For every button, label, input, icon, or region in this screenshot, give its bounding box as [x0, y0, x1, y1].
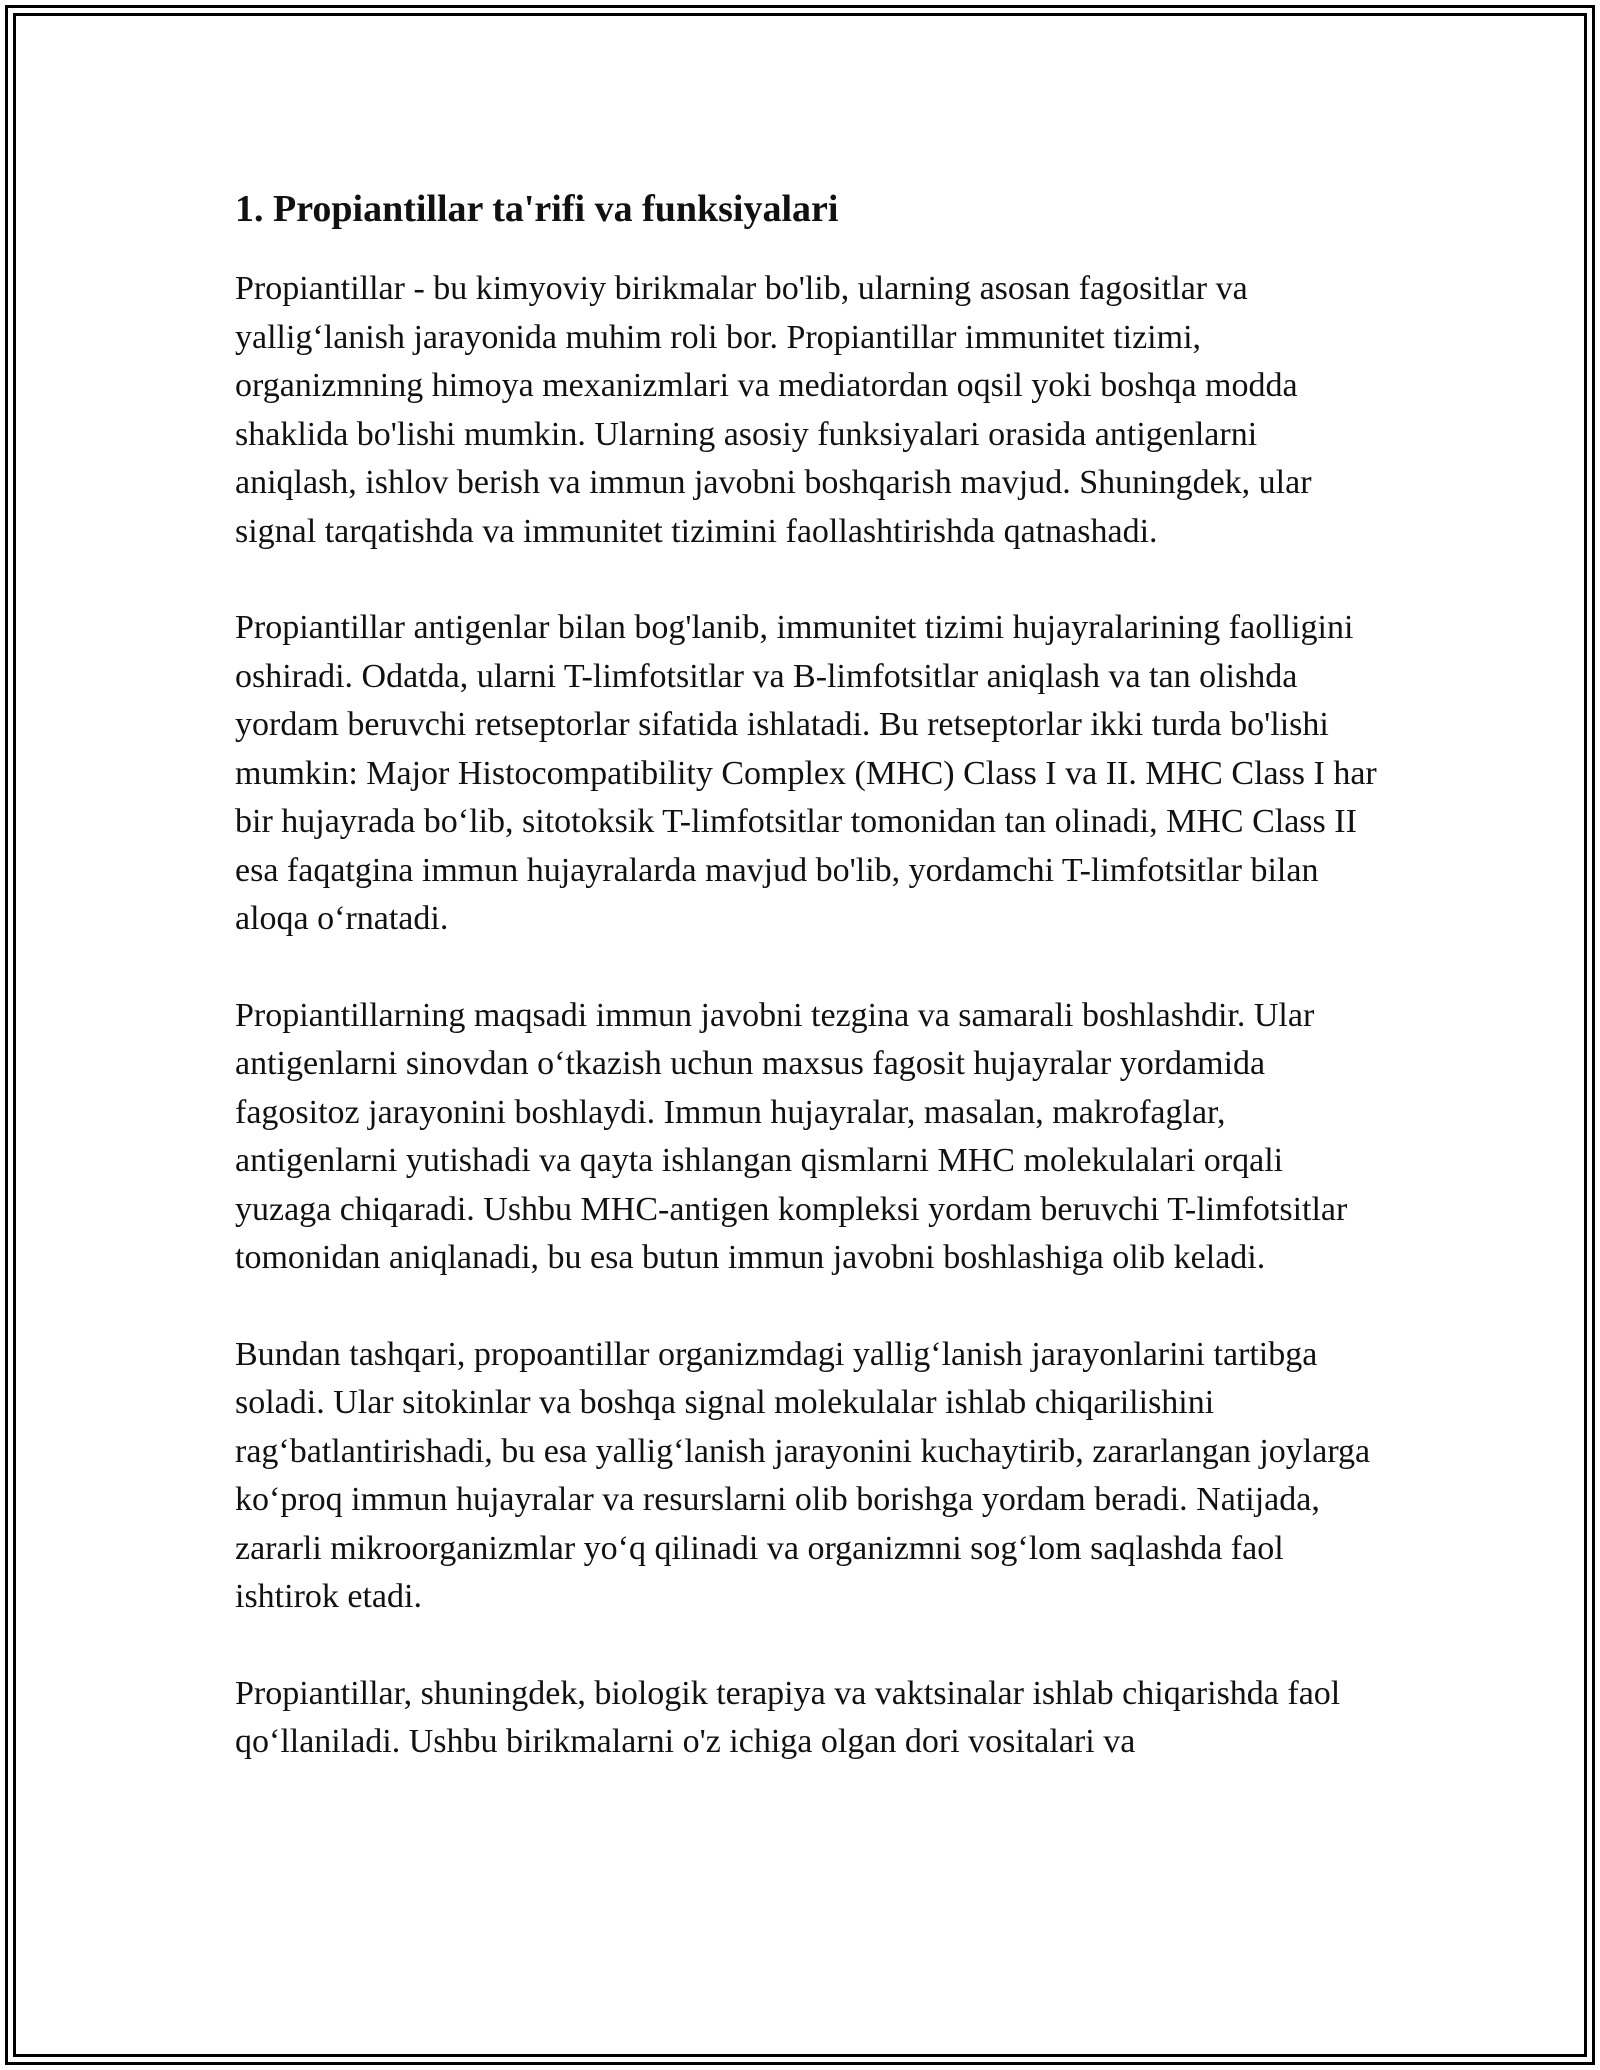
paragraph-inflammation: Bundan tashqari, propoantillar organizmdagi yallig‘lanish jarayonlarini tartibga soladi. Ular sitokinlar va boshqa signal molekulalar ishlab chiqarilishini rag‘batlantirishadi, bu esa yallig‘lanish jarayonini kuchaytirib, zararlangan joylarga ko‘proq immun hujayralar va resurslarni olib borishga yordam beradi. Natijada, zararli mikroorganizmlar yo‘q qilinadi va organizmni sog‘lom saqlashda faol ishtirok etadi. — [235, 1335, 1371, 1615]
paragraph-definition: Propiantillar - bu kimyoviy birikmalar bo'lib, ularning asosan fagositlar va yallig‘lanish jarayonida muhim roli bor. Propiantillar immunitet tizimi, organizmning himoya mexanizmlari va mediatordan oqsil yoki boshqa modda shaklida bo'lishi mumkin. Ularning asosiy funksiyalari orasida antigenlarni aniqlash, ishlov berish va immun javobni boshqarish mavjud. Shuningdek, ular signal tarqatishda va immunitet tizimini faollashtirishda qatnashadi. — [235, 270, 1312, 550]
paragraph-therapy: Propiantillar, shuningdek, biologik terapiya va vaktsinalar ishlab chiqarishda faol qo‘llaniladi. Ushbu birikmalarni o'z ichiga olgan dori vositalari va — [235, 1674, 1341, 1760]
section-heading: 1. Propiantillar ta'rifi va funksiyalari — [235, 188, 839, 230]
document-body — [235, 185, 1385, 1767]
paragraph-immune-response: Propiantillarning maqsadi immun javobni tezgina va samarali boshlashdir. Ular antigenlarni sinovdan o‘tkazish uchun maxsus fagosit hujayralar yordamida fagositoz jarayonini boshlaydi. Immun hujayralar, masalan, makrofaglar, antigenlarni yutishadi va qayta ishlangan qismlarni MHC molekulalari orqali yuzaga chiqaradi. Ushbu MHC-antigen kompleksi yordam beruvchi T-limfotsitlar tomonidan aniqlanadi, bu esa butun immun javobni boshlashiga olib keladi. — [235, 996, 1348, 1276]
paragraph-antigen-binding: Propiantillar antigenlar bilan bog'lanib, immunitet tizimi hujayralarining faolligini oshiradi. Odatda, ularni T-limfotsitlar va B-limfotsitlar aniqlash va tan olishda yordam beruvchi retseptorlar sifatida ishlatadi. Bu retseptorlar ikki turda bo'lishi mumkin: Major Histocompatibility Complex (MHC) Class I va II. MHC Class I har bir hujayrada bo‘lib, sitotoksik T-limfotsitlar tomonidan tan olinadi, MHC Class II esa faqatgina immun hujayralarda mavjud bo'lib, yordamchi T-limfotsitlar bilan aloqa o‘rnatadi. — [235, 609, 1377, 937]
